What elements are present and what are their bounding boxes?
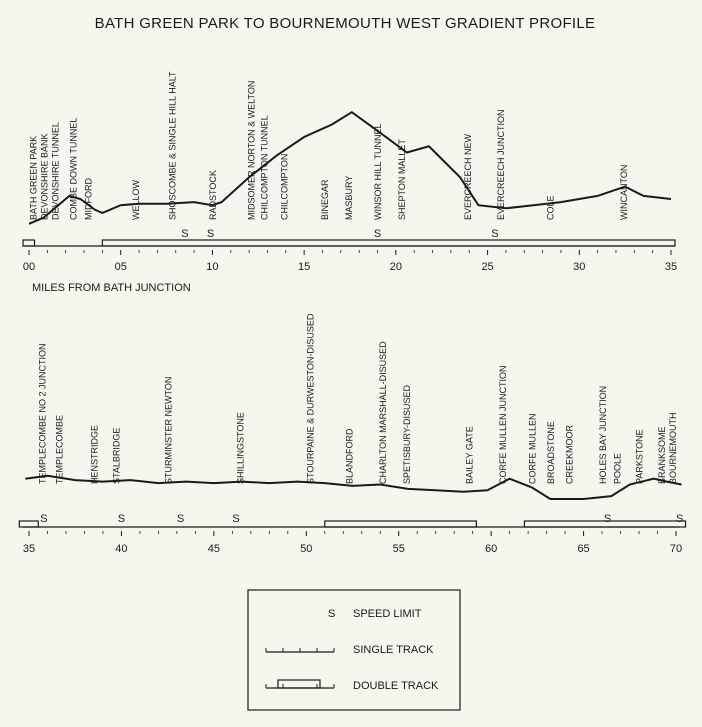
station-label: DEVONSHIRE BANK (39, 133, 50, 220)
station-label: CORFE MULLEN JUNCTION (497, 365, 508, 484)
speed-limit-marker: S (176, 513, 185, 525)
double-track-section (23, 240, 35, 246)
station-label: STURMINSTER NEWTON (163, 376, 174, 484)
station-label: MIDSOMER NORTON & WELTON (246, 80, 257, 220)
station-label: SHEPTON MALLET (397, 139, 408, 220)
mile-tick-label: 25 (481, 261, 494, 273)
mile-tick-label: 45 (207, 543, 220, 555)
station-label: MASBURY (343, 175, 354, 220)
speed-limit-marker: S (373, 228, 382, 240)
speed-limit-marker: S (40, 513, 48, 525)
legend (248, 590, 460, 710)
mile-tick-label: 40 (115, 543, 128, 555)
legend-speed-label: SPEED LIMIT (353, 608, 422, 620)
station-label: CHILCOMPTON TUNNEL (259, 115, 270, 220)
mile-tick-label: 55 (392, 543, 405, 555)
station-label: STALBRIDGE (111, 427, 122, 484)
profile-panel-lower (19, 313, 685, 555)
station-label: EVERCREECH JUNCTION (496, 109, 507, 220)
station-label: BROADSTONE (545, 421, 556, 484)
legend-double-track-icon (266, 680, 334, 688)
mile-tick-label: 00 (22, 261, 36, 273)
station-label: HENSTRIDGE (89, 424, 100, 484)
station-label: TEMPLECOMBE (54, 414, 65, 484)
legend-double-label: DOUBLE TRACK (353, 680, 439, 692)
speed-limit-marker: S (206, 228, 215, 240)
double-track-section (19, 521, 38, 527)
station-label: COMBE DOWN TUNNEL (68, 117, 79, 220)
speed-limit-marker: S (491, 228, 499, 240)
speed-limit-marker: S (603, 513, 612, 525)
mile-tick-label: 15 (298, 261, 311, 273)
station-label: COLE (545, 195, 556, 220)
station-label: BLANDFORD (344, 428, 355, 484)
mile-tick-label: 10 (206, 261, 219, 273)
station-label: PARKSTONE (634, 429, 645, 484)
station-label: STOURPAINE & DURWESTON-DISUSED (305, 313, 316, 484)
mile-tick-label: 70 (669, 543, 683, 555)
station-label: DEVONSHIRE TUNNEL (50, 122, 61, 220)
legend-single-track-icon (266, 648, 334, 652)
mile-tick-label: 35 (22, 543, 36, 555)
mile-tick-label: 20 (389, 261, 402, 273)
station-label: SHILLINGSTONE (235, 412, 246, 484)
mile-tick-label: 60 (485, 543, 498, 555)
station-label: WINCANTON (618, 164, 629, 220)
station-label: BATH GREEN PARK (28, 135, 39, 220)
double-track-section (102, 240, 675, 246)
speed-limit-marker: S (232, 513, 240, 525)
station-label: BINEGAR (319, 179, 330, 220)
x-axis-label: MILES FROM BATH JUNCTION (32, 282, 191, 294)
station-label: MIDFORD (83, 178, 94, 220)
figure-title: BATH GREEN PARK TO BOURNEMOUTH WEST GRADIENT PROFILE (94, 15, 596, 32)
station-label: EVERCREECH NEW (463, 133, 474, 220)
station-label: TEMPLECOMBE NO 2 JUNCTION (37, 343, 48, 484)
profile-panel-upper (23, 71, 677, 273)
station-label: BOURNEMOUTH (668, 412, 678, 484)
mile-tick-label: 05 (114, 261, 127, 273)
station-label: WINSOR HILL TUNNEL (373, 123, 384, 220)
speed-limit-marker: S (181, 228, 189, 240)
speed-limit-marker: S (676, 513, 684, 525)
station-label: RADSTOCK (208, 170, 219, 220)
station-label: WELLOW (131, 179, 142, 220)
double-track-section (325, 521, 477, 527)
station-label: HOLES BAY JUNCTION (597, 385, 608, 484)
station-label: BRANKSOME (656, 426, 667, 484)
station-label: BAILEY GATE (464, 426, 475, 484)
station-label: POOLE (612, 452, 623, 484)
station-label: CHILCOMPTON (279, 153, 290, 220)
legend-single-label: SINGLE TRACK (353, 644, 434, 656)
station-label: SHOSCOMBE & SINGLE HILL HALT (167, 71, 178, 220)
mile-tick-label: 50 (300, 543, 313, 555)
mile-tick-label: 30 (573, 261, 586, 273)
speed-limit-marker: S (117, 513, 126, 525)
mile-tick-label: 65 (577, 543, 590, 555)
station-label: SPETISBURY-DISUSED (401, 384, 412, 484)
legend-speed-symbol: S (328, 608, 336, 620)
mile-tick-label: 35 (664, 261, 678, 273)
station-label: CHARLTON MARSHALL-DISUSED (377, 341, 388, 484)
station-label: CORFE MULLEN (527, 413, 538, 484)
station-label: CREEKMOOR (564, 424, 575, 484)
